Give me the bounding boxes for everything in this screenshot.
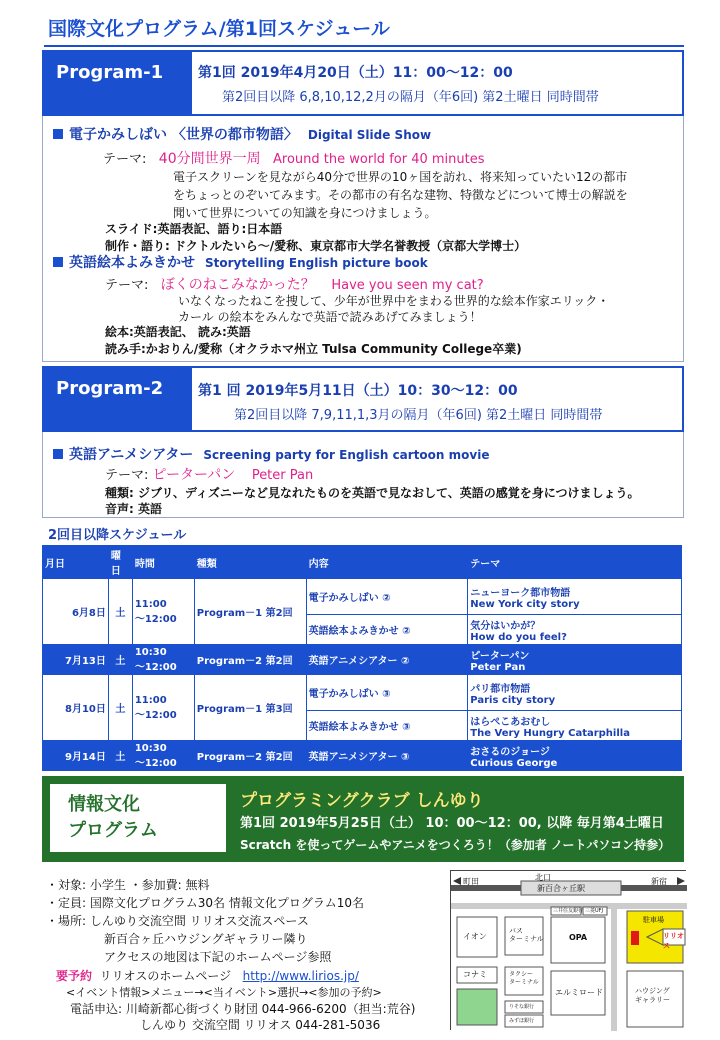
content-cell: 電子かみしばい ③: [306, 675, 468, 711]
theme-cell: はらぺこあおむし The Very Hungry Catarphilla: [468, 711, 682, 741]
map-label-station: 新百合ヶ丘駅: [537, 884, 585, 893]
map-label-north: 北口: [535, 873, 551, 882]
map-label-bus: バス ターミナル: [509, 927, 544, 943]
theme-cell: ピーターパン Peter Pan: [468, 645, 682, 675]
map-label-parking: 駐車場: [643, 916, 664, 924]
info-map-note: アクセスの地図は下記のホームページ参照: [104, 950, 332, 964]
p2-theme: テーマ: ピーターパン Peter Pan: [105, 467, 314, 483]
map-label-bank1: 三井住友銀行: [553, 908, 584, 914]
info-reserve: 要予約 リリオスのホームページ http://www.lirios.jp/: [56, 969, 359, 983]
program1-content: [42, 116, 684, 362]
theme-cell: おさるのジョージ Curious George: [468, 741, 682, 771]
program2-header: [42, 366, 684, 432]
time-cell: 11:00 ～12:00: [132, 579, 194, 645]
map-label-risona: りそな銀行: [509, 1004, 535, 1010]
schedule-title: 2回目以降スケジュール: [48, 528, 187, 543]
header-cell: テーマ: [468, 546, 682, 579]
map-label-machida: 町田: [463, 877, 479, 886]
program1-sub: 第2回目以降 6,8,10,12,2月の隔月（年6回) 第2土曜日 同時間帯: [222, 90, 599, 105]
theme-cell: ニューヨーク都市物語 New York city story: [468, 579, 682, 615]
time-cell: 11:00 ～12:00: [132, 675, 194, 741]
program1-label: Program-1: [44, 52, 192, 114]
header-cell: 種類: [194, 546, 306, 579]
info-place2: 新百合ヶ丘ハウジングギャラリー隣り: [104, 932, 308, 946]
p2-kind: 種類: ジブリ、ディズニーなど見なれたものを英語で見なおして、英語の感覚を身につけましょう。: [105, 486, 640, 500]
section-storytelling: 英語絵本よみきかせ Storytelling English picture book: [53, 252, 428, 272]
info-phone1: 電話申込: 川崎新都心街づくり財団 044-966-6200（担当:荒谷): [70, 1002, 416, 1016]
kind-cell: Program－1 第2回: [194, 579, 306, 645]
map-label-taxi: タクシー ターミナル: [509, 971, 539, 986]
table-row: [43, 645, 682, 675]
header-cell: 内容: [306, 546, 468, 579]
s1-credit: 制作・語り: ドクトルたいら～/愛称、東京都市大学名誉教授（京都大学博士）: [105, 239, 527, 253]
bullet-square-icon: [53, 257, 63, 267]
program1-header: [42, 50, 684, 116]
s1-desc1: 電子スクリーンを見ながら40分で世界の10ヶ国を訪れ、将来知っていたい12の都市: [173, 170, 628, 184]
info-capacity: ・定員: 国際文化プログラム30名 情報文化プログラム10名: [46, 896, 364, 910]
content-cell: 電子かみしばい ②: [306, 579, 468, 615]
content-cell: 英語絵本よみきかせ ②: [306, 615, 468, 645]
s2-reader: 読み手:かおりん/愛称（オクラホマ州立 Tulsa Community College卒業): [105, 342, 522, 356]
s2-desc1: いなくなったねこを捜して、少年が世界中をまわる世界的な絵本作家エリック・: [178, 294, 610, 308]
page-title: 国際文化プログラム/第1回スケジュール: [48, 18, 390, 40]
map-label-lirios: リリオス: [663, 932, 684, 950]
program1-date: 第1回 2019年4月20日（土）11：00～12：00: [198, 65, 513, 81]
program2-label: Program-2: [44, 368, 192, 430]
program2-date: 第1 回 2019年5月11日（土）10：30～12：00: [198, 383, 518, 399]
lirios-link[interactable]: http://www.lirios.jp/: [242, 969, 359, 983]
info-steps: <イベント情報>メニュー→<当イベント>選択→<参加の予約>: [66, 986, 382, 999]
theme-cell: 気分はいかが？ How do you feel?: [468, 615, 682, 645]
map-graphic: [451, 871, 687, 1031]
program2-sub: 第2回目以降 7,9,11,1,3月の隔月（年6回) 第2土曜日 同時間帯: [234, 408, 603, 423]
kind-cell: Program－2 第2回: [194, 645, 306, 675]
s2-theme: テーマ: ぼくのねこみなかった？ Have you seen my cat?: [105, 277, 484, 293]
s1-desc3: 聞いて世界についての知識を身につけましょう。: [173, 206, 437, 220]
club-desc: Scratch を使ってゲームやアニメをつくろう！（参加者 ノートパソコン持参）: [240, 838, 671, 852]
date-cell: 7月13日: [43, 645, 109, 675]
map-label-ion: イオン: [463, 932, 487, 941]
programming-club-box: [42, 776, 684, 862]
time-cell: 10:30 ～12:00: [132, 741, 194, 771]
club-date: 第1回 2019年5月25日（土） 10：00～12：00, 以降 毎月第4土曜日: [240, 816, 664, 831]
content-cell: 英語アニメシアター ②: [306, 645, 468, 675]
info-phone2: しんゆり 交流空間 リリオス 044-281-5036: [140, 1018, 381, 1032]
title-underline: [44, 45, 684, 47]
map-label-shinjuku: 新宿: [651, 877, 667, 886]
access-map: [450, 870, 686, 1030]
content-cell: 英語絵本よみきかせ ③: [306, 711, 468, 741]
table-row: [43, 675, 682, 711]
table-row: [43, 741, 682, 771]
theme-cell: パリ都市物語 Paris city story: [468, 675, 682, 711]
section-digital-slide: 電子かみしばい 〈世界の都市物語〉 Digital Slide Show: [53, 124, 431, 144]
schedule-table: [42, 545, 682, 771]
kind-cell: Program－2 第2回: [194, 741, 306, 771]
p2-audio: 音声: 英語: [105, 502, 162, 516]
dow-cell: 土: [108, 579, 132, 645]
date-cell: 8月10日: [43, 675, 109, 741]
dow-cell: 土: [108, 741, 132, 771]
dow-cell: 土: [108, 645, 132, 675]
date-cell: 6月8日: [43, 579, 109, 645]
bullet-square-icon: [53, 129, 63, 139]
map-label-opa: OPA: [569, 933, 588, 942]
date-cell: 9月14日: [43, 741, 109, 771]
dow-cell: 土: [108, 675, 132, 741]
info-place: ・場所: しんゆり交流空間 リリオス交流スペース: [46, 914, 309, 928]
s2-book: 絵本:英語表記、 読み:英語: [105, 325, 251, 339]
table-header-row: [43, 546, 682, 579]
club-label: 情報文化 プログラム: [50, 784, 226, 852]
map-label-housing: ハウジング ギャラリー: [635, 987, 670, 1004]
map-label-bank2: 三菱UFJ: [585, 908, 604, 914]
time-cell: 10:30 ～12:00: [132, 645, 194, 675]
s2-desc2: カール の絵本をみんなで英語で読みあげてみましょう！: [178, 310, 482, 324]
s1-desc2: をちょっとのぞいてみます。その都市の有名な建物、特徴などについて博士の解説を: [173, 188, 628, 202]
section-anime-theater: 英語アニメシアター Screening party for English cartoon movie: [53, 444, 489, 464]
header-cell: 曜日: [108, 546, 132, 579]
s1-slide: スライド:英語表記、語り:日本語: [105, 222, 283, 236]
content-cell: 英語アニメシアター ③: [306, 741, 468, 771]
bullet-square-icon: [53, 449, 63, 459]
map-label-konami: コナミ: [463, 970, 487, 979]
info-target: ・対象: 小学生 ・参加費: 無料: [46, 878, 210, 892]
map-label-mizuho: みずほ銀行: [509, 1018, 535, 1024]
club-name: プログラミングクラブ しんゆり: [240, 791, 484, 811]
s1-theme: テーマ: 40分間世界一周 Around the world for 40 minutes: [103, 151, 485, 167]
program2-content: [42, 432, 684, 518]
map-label-elmiroad: エルミロード: [555, 988, 603, 997]
kind-cell: Program－1 第3回: [194, 675, 306, 741]
table-row: [43, 579, 682, 615]
header-cell: 時間: [132, 546, 194, 579]
header-cell: 月日: [43, 546, 109, 579]
